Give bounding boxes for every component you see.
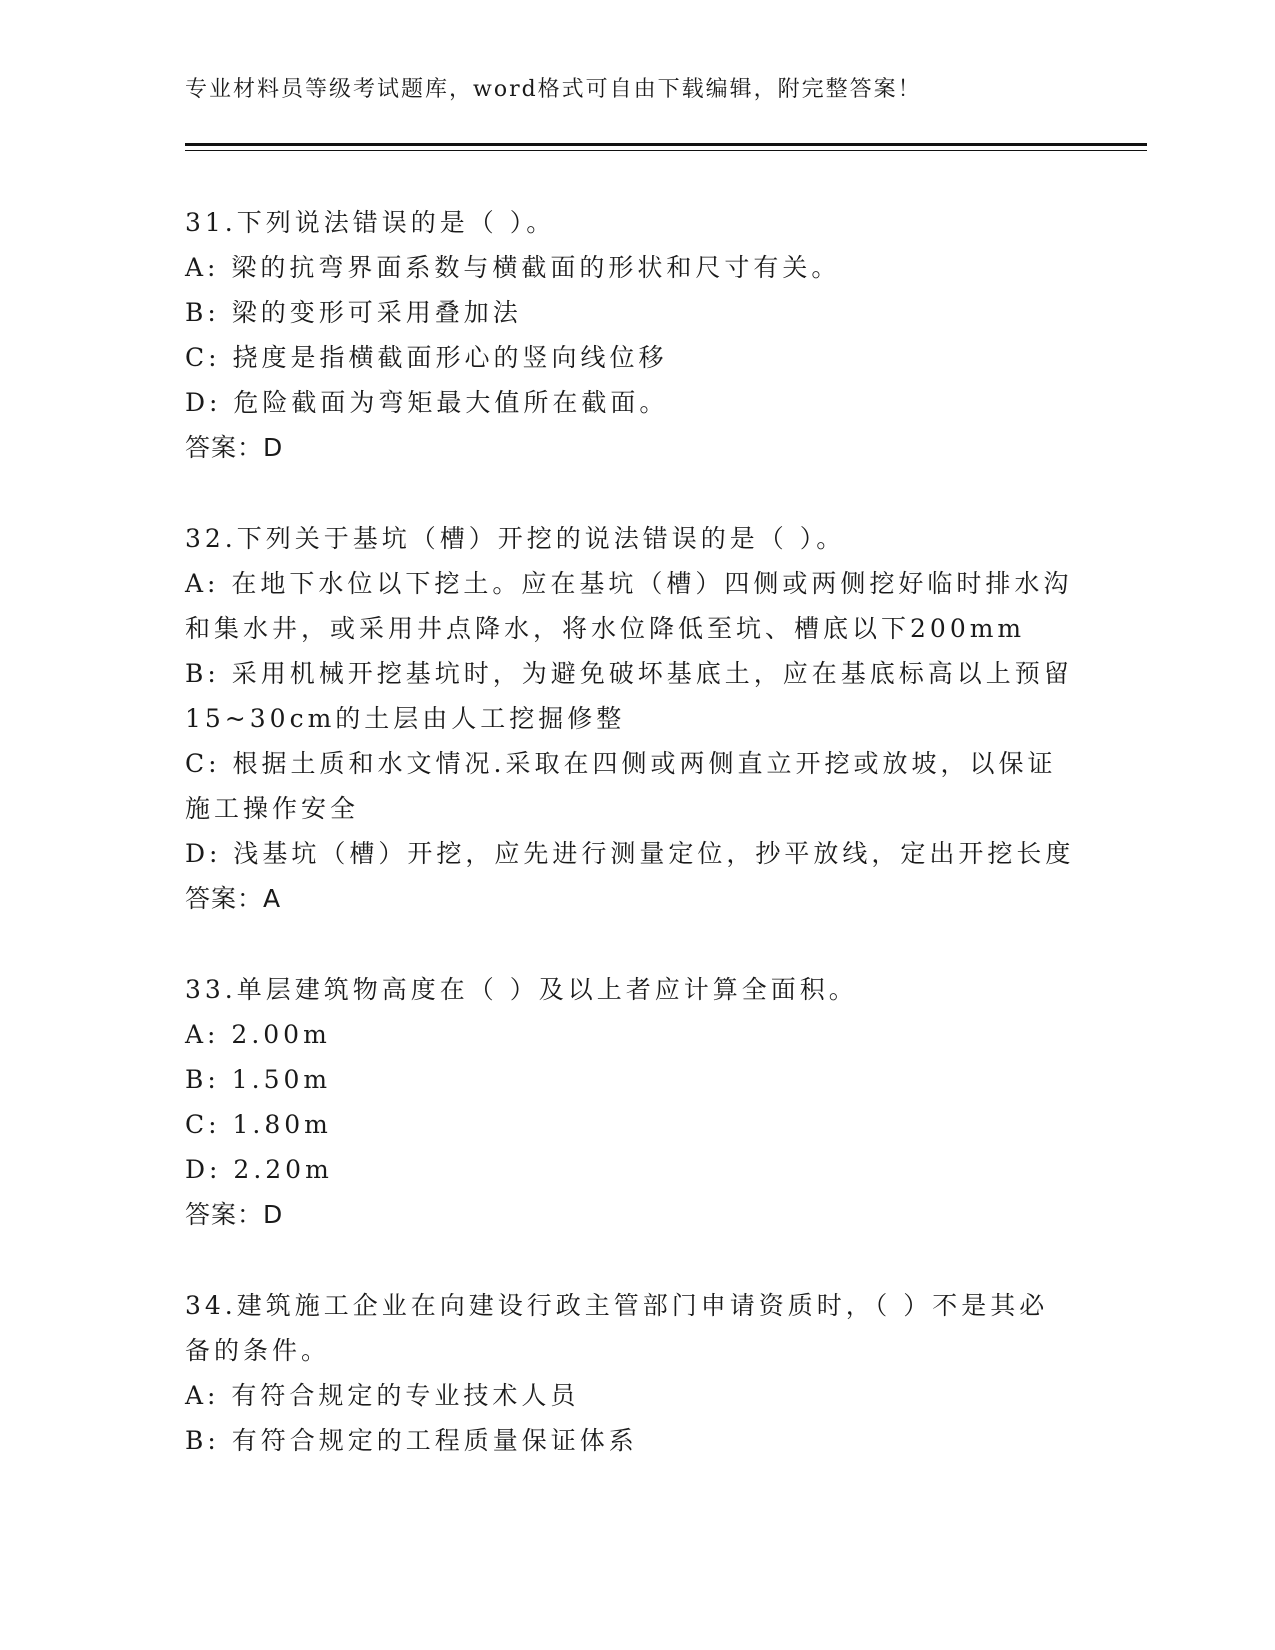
answer-option: D: 2.20m [185, 1155, 333, 1184]
answer-option: D: 危险截面为弯矩最大值所在截面。 [185, 388, 669, 417]
answer-key: 答案：D [185, 1200, 284, 1229]
answer-key: 答案：D [185, 433, 284, 462]
question-stem: 34.建筑施工企业在向建设行政主管部门申请资质时，（ ）不是其必 [185, 1291, 1049, 1320]
header-divider-thin [185, 150, 1147, 151]
answer-option: A: 在地下水位以下挖土。应在基坑（槽）四侧或两侧挖好临时排水沟 [185, 569, 1073, 598]
answer-option: B: 采用机械开挖基坑时，为避免破坏基底土，应在基底标高以上预留 [185, 659, 1073, 688]
answer-option: 施工操作安全 [185, 794, 360, 823]
question-stem: 31.下列说法错误的是（ ）。 [185, 208, 556, 237]
question-list [185, 200, 1085, 1509]
header-divider [185, 143, 1147, 146]
answer-option: C: 挠度是指横截面形心的竖向线位移 [185, 343, 668, 372]
document-header: 专业材料员等级考试题库，word格式可自由下载编辑，附完整答案！ [185, 77, 922, 102]
answer-option: B: 1.50m [185, 1065, 332, 1094]
answer-option: B: 梁的变形可采用叠加法 [185, 298, 522, 327]
answer-option: 15~30cm的土层由人工挖掘修整 [185, 704, 626, 733]
answer-option: A: 有符合规定的专业技术人员 [185, 1381, 580, 1410]
question-block [185, 200, 1085, 470]
question-stem: 备的条件。 [185, 1336, 331, 1365]
answer-option: A: 2.00m [185, 1020, 331, 1049]
question-stem: 33.单层建筑物高度在（ ）及以上者应计算全面积。 [185, 975, 858, 1004]
answer-option: C: 根据土质和水文情况.采取在四侧或两侧直立开挖或放坡，以保证 [185, 749, 1057, 778]
question-block [185, 967, 1085, 1237]
answer-key: 答案：A [185, 884, 282, 913]
question-block [185, 516, 1085, 921]
answer-option: D: 浅基坑（槽）开挖，应先进行测量定位，抄平放线，定出开挖长度 [185, 839, 1075, 868]
answer-option: A: 梁的抗弯界面系数与横截面的形状和尺寸有关。 [185, 253, 841, 282]
question-stem: 32.下列关于基坑（槽）开挖的说法错误的是（ ）。 [185, 524, 846, 553]
answer-option: C: 1.80m [185, 1110, 332, 1139]
answer-option: B: 有符合规定的工程质量保证体系 [185, 1426, 638, 1455]
question-block [185, 1283, 1085, 1463]
answer-option: 和集水井，或采用井点降水，将水位降低至坑、槽底以下200mm [185, 614, 1026, 643]
